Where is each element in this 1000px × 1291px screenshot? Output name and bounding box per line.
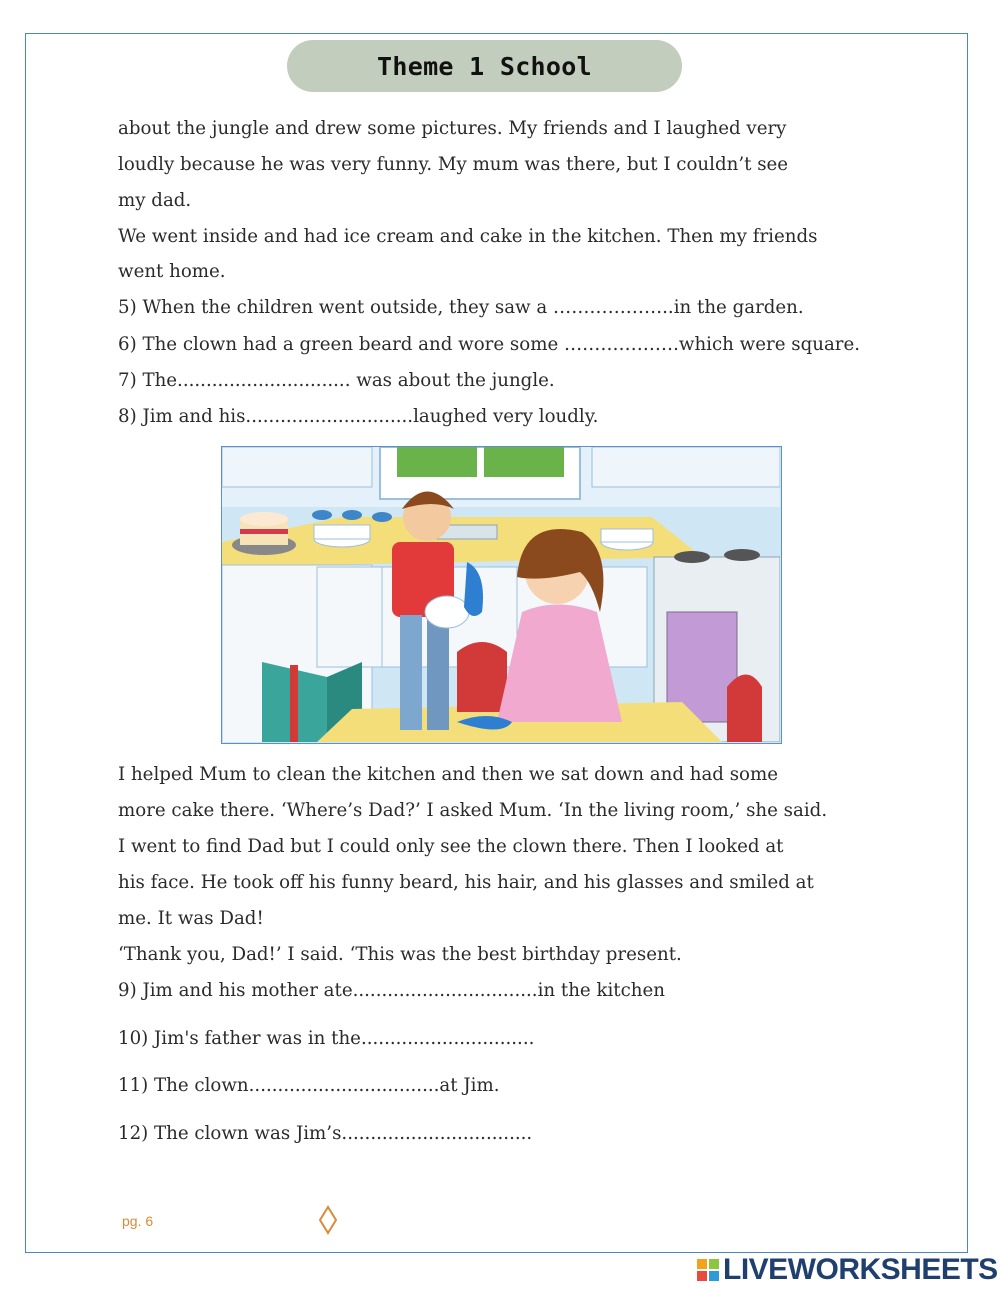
question-6: 6) The clown had a green beard and wore some ……………….which were square. [118,334,861,355]
story-line: his face. He took off his funny beard, his hair, and his glasses and smiled at [118,872,814,893]
logo-text: LIVEWORKSHEETS [723,1253,998,1286]
logo-blocks-icon [697,1259,719,1281]
question-8: 8) Jim and his.............................laughed very loudly. [118,406,599,427]
question-9: 9) Jim and his mother ate................................in the kitchen [118,980,665,1001]
question-10: 10) Jim's father was in the.............................. [118,1028,535,1049]
page-number: pg. 6 [122,1213,154,1229]
story-line: loudly because he was very funny. My mum was there, but I couldn’t see [118,154,789,175]
question-5: 5) When the children went outside, they saw a ………………..in the garden. [118,297,804,318]
page-title: Theme 1 School [287,40,682,92]
story-line: me. It was Dad! [118,908,264,929]
story-line: ‘Thank you, Dad!’ I said. ‘This was the best birthday present. [118,944,682,965]
story-line: my dad. [118,190,192,211]
story-line: went home. [118,261,226,282]
story-line: I helped Mum to clean the kitchen and then we sat down and had some [118,764,779,785]
liveworksheets-logo [697,1255,998,1285]
story-line: about the jungle and drew some pictures. My friends and I laughed very [118,118,787,139]
kitchen-illustration [221,446,782,744]
story-line: I went to find Dad but I could only see the clown there. Then I looked at [118,836,784,857]
story-line: more cake there. ‘Where’s Dad?’ I asked Mum. ‘In the living room,’ she said. [118,800,828,821]
question-11: 11) The clown.................................at Jim. [118,1075,500,1096]
question-12: 12) The clown was Jim’s................................. [118,1123,533,1144]
diamond-icon [318,1205,338,1239]
question-7: 7) The.............................. was about the jungle. [118,370,555,391]
story-line: We went inside and had ice cream and cake in the kitchen. Then my friends [118,226,818,247]
